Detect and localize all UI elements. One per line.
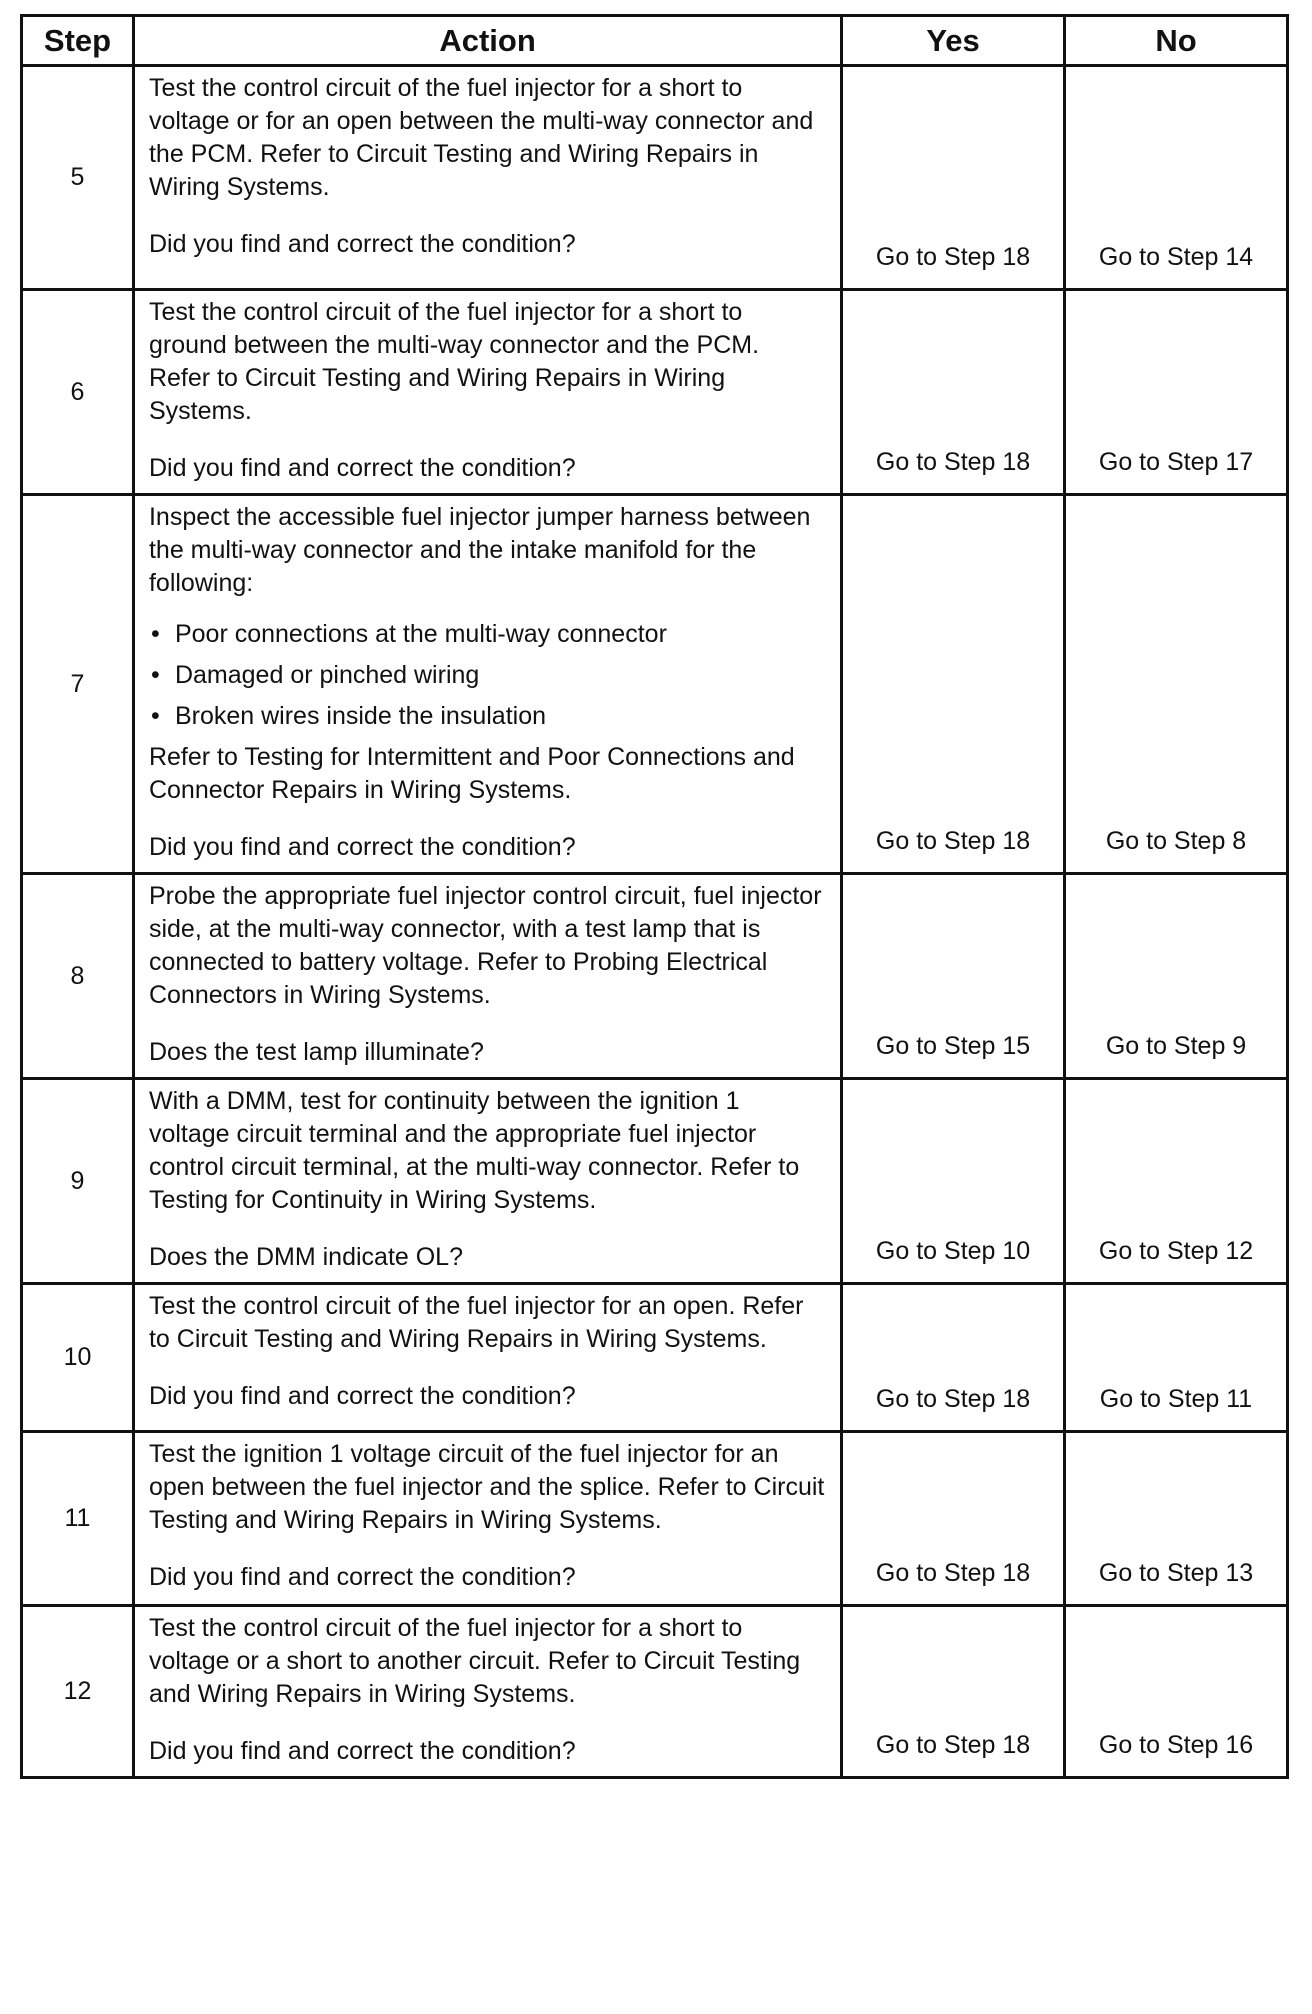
action-text: Test the control circuit of the fuel injector for a short to ground between the multi-way connector and the PCM. Refer to Circuit Testing and Wiring Repairs in Wiring Systems. [148, 298, 760, 425]
step-number: 11 [22, 1432, 134, 1606]
action-text: Inspect the accessible fuel injector jumper harness between the multi-way connector and the intake manifold for the following: [148, 503, 811, 597]
no-result: Go to Step 11 [1065, 1284, 1288, 1432]
table-row [22, 1606, 1288, 1778]
yes-result: Go to Step 15 [842, 874, 1065, 1079]
yes-result: Go to Step 18 [842, 1606, 1065, 1778]
step-number: 12 [22, 1606, 134, 1778]
no-result: Go to Step 8 [1065, 495, 1288, 874]
action-cell [133, 1079, 841, 1284]
bullet-list [149, 618, 826, 733]
bullet-item: • Poor connections at the multi-way connector [149, 618, 826, 651]
header-no: No [1065, 16, 1288, 66]
table-row [22, 1284, 1288, 1432]
action-text: Refer to Testing for Intermittent and Poor Connections and Connector Repairs in Wiring Systems. [148, 743, 795, 804]
table-body [22, 66, 1288, 1778]
step-number: 5 [22, 66, 134, 290]
table-row [22, 495, 1288, 874]
bullet-item: • Damaged or pinched wiring [149, 659, 826, 692]
action-question: Did you find and correct the condition? [148, 454, 576, 482]
no-result: Go to Step 16 [1065, 1606, 1288, 1778]
action-question: Did you find and correct the condition? [148, 230, 576, 258]
action-cell [133, 874, 841, 1079]
action-question: Did you find and correct the condition? [148, 1737, 576, 1765]
yes-result: Go to Step 18 [842, 1284, 1065, 1432]
step-number: 7 [22, 495, 134, 874]
action-text: With a DMM, test for continuity between the ignition 1 voltage circuit terminal and the appropriate fuel injector control circuit terminal, at the multi-way connector. Refer to Testing for Continuity in Wiring Systems. [148, 1087, 800, 1214]
action-question: Did you find and correct the condition? [148, 833, 576, 861]
no-result: Go to Step 9 [1065, 874, 1288, 1079]
action-cell [133, 1432, 841, 1606]
action-text: Test the ignition 1 voltage circuit of the fuel injector for an open between the fuel injector and the splice. Refer to Circuit Testing and Wiring Repairs in Wiring Systems. [148, 1440, 825, 1534]
table-row [22, 1079, 1288, 1284]
step-number: 10 [22, 1284, 134, 1432]
yes-result: Go to Step 10 [842, 1079, 1065, 1284]
action-question: Did you find and correct the condition? [148, 1563, 576, 1591]
yes-result: Go to Step 18 [842, 66, 1065, 290]
no-result: Go to Step 13 [1065, 1432, 1288, 1606]
step-number: 6 [22, 290, 134, 495]
action-cell [133, 290, 841, 495]
yes-result: Go to Step 18 [842, 1432, 1065, 1606]
yes-result: Go to Step 18 [842, 495, 1065, 874]
action-text: Test the control circuit of the fuel injector for a short to voltage or for an open between the multi-way connector and the PCM. Refer to Circuit Testing and Wiring Repairs in Wiring Systems. [148, 74, 814, 201]
action-text: Probe the appropriate fuel injector control circuit, fuel injector side, at the multi-way connector, with a test lamp that is connected to battery voltage. Refer to Probing Electrical Connectors in Wiring Systems. [148, 882, 822, 1009]
action-cell [133, 1606, 841, 1778]
action-cell [133, 1284, 841, 1432]
header-yes: Yes [842, 16, 1065, 66]
bullet-item: • Broken wires inside the insulation [149, 700, 826, 733]
step-number: 9 [22, 1079, 134, 1284]
yes-result: Go to Step 18 [842, 290, 1065, 495]
action-question: Does the DMM indicate OL? [148, 1243, 463, 1271]
header-action: Action [133, 16, 841, 66]
diagnostic-table [20, 14, 1289, 1779]
no-result: Go to Step 12 [1065, 1079, 1288, 1284]
table-row [22, 290, 1288, 495]
action-question: Does the test lamp illuminate? [148, 1038, 484, 1066]
no-result: Go to Step 14 [1065, 66, 1288, 290]
action-text: Test the control circuit of the fuel injector for an open. Refer to Circuit Testing and Wiring Repairs in Wiring Systems. [148, 1292, 804, 1353]
action-question: Did you find and correct the condition? [148, 1382, 576, 1410]
table-row [22, 874, 1288, 1079]
table-row [22, 66, 1288, 290]
table-header [22, 16, 1288, 66]
header-row [22, 16, 1288, 66]
no-result: Go to Step 17 [1065, 290, 1288, 495]
action-cell [133, 495, 841, 874]
action-cell [133, 66, 841, 290]
action-text: Test the control circuit of the fuel injector for a short to voltage or a short to another circuit. Refer to Circuit Testing and Wiring Repairs in Wiring Systems. [148, 1614, 801, 1708]
step-number: 8 [22, 874, 134, 1079]
header-step: Step [22, 16, 134, 66]
table-row [22, 1432, 1288, 1606]
